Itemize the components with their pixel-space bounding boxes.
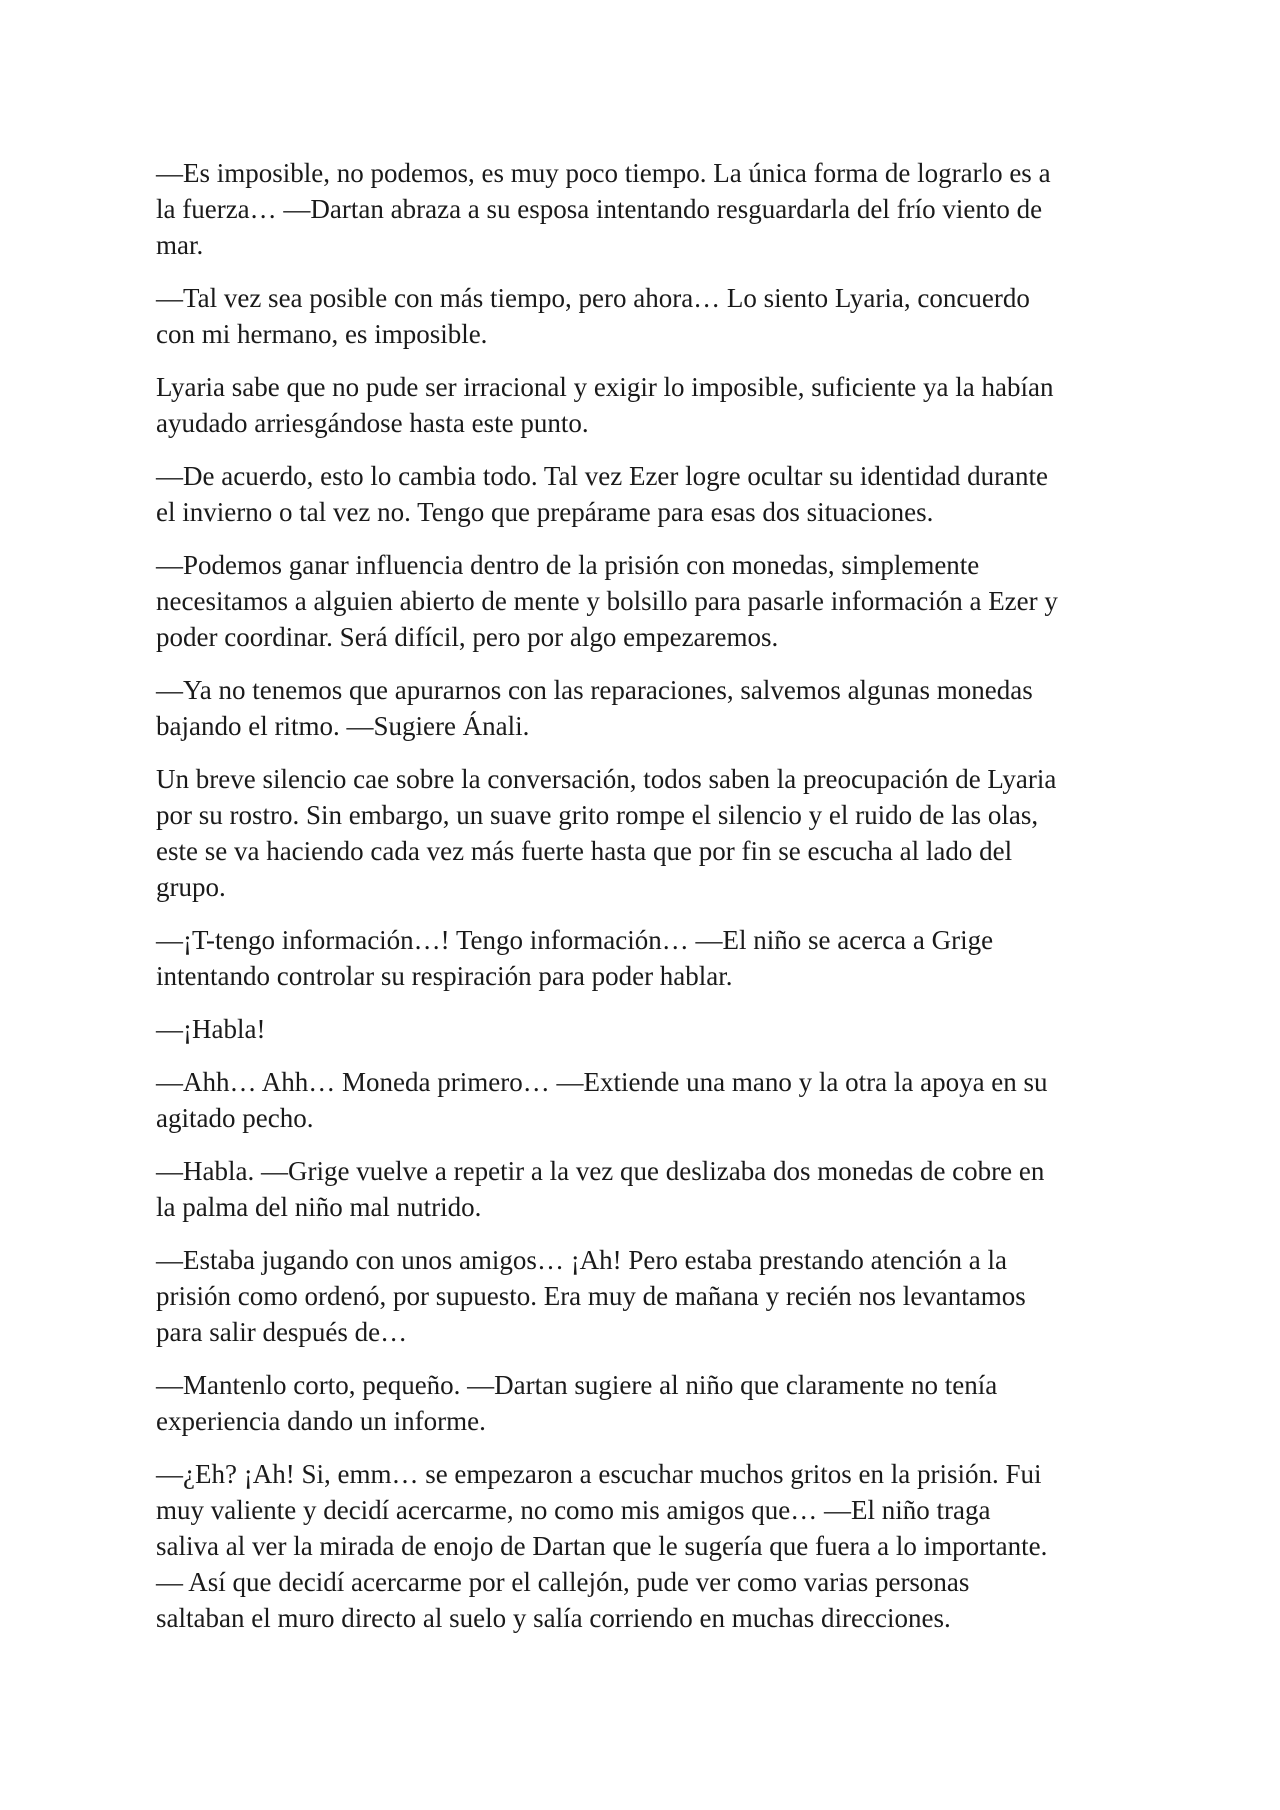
paragraph: —Tal vez sea posible con más tiempo, pero ahora… Lo siento Lyaria, concuerdo con mi hermano, es imposible. [156, 283, 1030, 349]
paragraph: Un breve silencio cae sobre la conversación, todos saben la preocupación de Lyaria por su rostro. Sin embargo, un suave grito rompe el silencio y el ruido de las olas, este se va haciendo cada vez más fuerte hasta que por fin se escucha al lado del grupo. [156, 764, 1057, 902]
paragraph: —¡T-tengo información…! Tengo información… —El niño se acerca a Grige intentando controlar su respiración para poder hablar. [156, 925, 994, 991]
paragraph: —¡Habla! [156, 1014, 266, 1044]
paragraph: —Habla. —Grige vuelve a repetir a la vez que deslizaba dos monedas de cobre en la palma del niño mal nutrido. [156, 1156, 1045, 1222]
paragraph: —Ya no tenemos que apurarnos con las reparaciones, salvemos algunas monedas bajando el ritmo. —Sugiere Ánali. [156, 675, 1033, 741]
paragraph: —Estaba jugando con unos amigos… ¡Ah! Pero estaba prestando atención a la prisión como ordenó, por supuesto. Era muy de mañana y recién nos levantamos para salir después de… [156, 1245, 1026, 1347]
document-page [156, 155, 1136, 1653]
paragraph: —Podemos ganar influencia dentro de la prisión con monedas, simplemente necesitamos a alguien abierto de mente y bolsillo para pasarle información a Ezer y poder coordinar. Será difícil, pero por algo empezaremos. [156, 550, 1058, 652]
paragraph: —Es imposible, no podemos, es muy poco tiempo. La única forma de lograrlo es a la fuerza… —Dartan abraza a su esposa intentando resguardarla del frío viento de mar. [156, 158, 1051, 260]
paragraph: —Ahh… Ahh… Moneda primero… —Extiende una mano y la otra la apoya en su agitado pecho. [156, 1067, 1048, 1133]
paragraph: —¿Eh? ¡Ah! Si, emm… se empezaron a escuchar muchos gritos en la prisión. Fui muy valiente y decidí acercarme, no como mis amigos que… —El niño traga saliva al ver la mirada de enojo de Dartan que le sugería que fuera a lo importante. — Así que decidí acercarme por el callejón, pude ver como varias personas saltaban el muro directo al suelo y salía corriendo en muchas direcciones. [156, 1459, 1048, 1633]
paragraph: Lyaria sabe que no pude ser irracional y exigir lo imposible, suficiente ya la habían ayudado arriesgándose hasta este punto. [156, 372, 1054, 438]
paragraph: —De acuerdo, esto lo cambia todo. Tal vez Ezer logre ocultar su identidad durante el invierno o tal vez no. Tengo que prepárame para esas dos situaciones. [156, 461, 1049, 527]
paragraph: —Mantenlo corto, pequeño. —Dartan sugiere al niño que claramente no tenía experiencia dando un informe. [156, 1370, 998, 1436]
